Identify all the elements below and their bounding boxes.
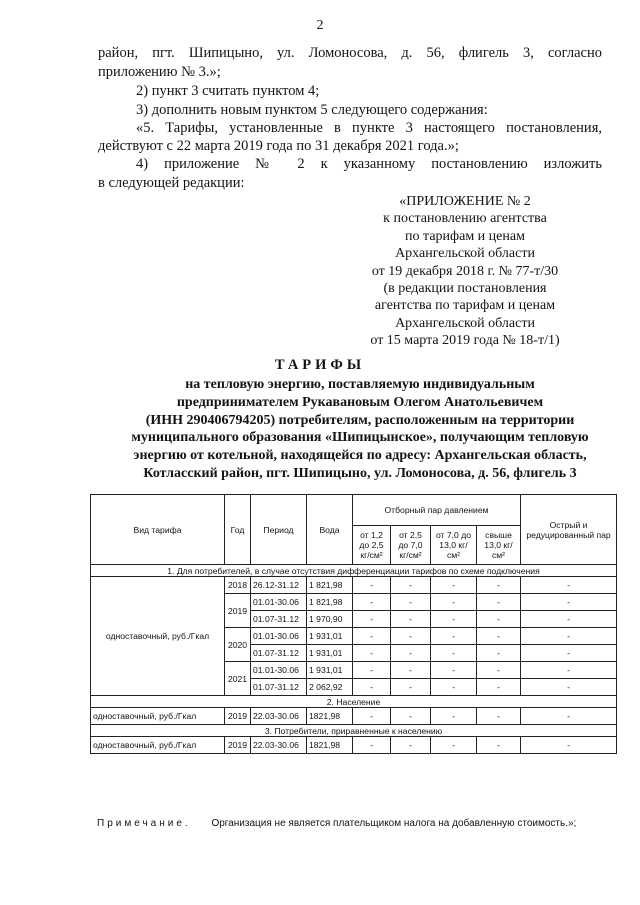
dash-cell: - bbox=[477, 577, 521, 594]
dash-cell: - bbox=[477, 737, 521, 754]
water-cell: 1 931,01 bbox=[307, 628, 353, 645]
tariff-type-cell: одноставочный, руб./Гкал bbox=[91, 708, 225, 725]
body-line-1: район, пгт. Шипицыно, ул. Ломоносова, д. 56, флигель 3, согласно bbox=[98, 45, 602, 61]
appendix-heading bbox=[330, 193, 600, 350]
dash-cell: - bbox=[431, 645, 477, 662]
dash-cell: - bbox=[431, 708, 477, 725]
table-row bbox=[91, 737, 617, 754]
dash-cell: - bbox=[521, 679, 617, 696]
dash-cell: - bbox=[353, 577, 391, 594]
header-steam-4: свыше 13,0 кг/см² bbox=[477, 526, 521, 565]
dash-cell: - bbox=[391, 645, 431, 662]
table-row bbox=[91, 577, 617, 594]
table-row bbox=[91, 708, 617, 725]
water-cell: 2 062,92 bbox=[307, 679, 353, 696]
water-cell: 1 970,90 bbox=[307, 611, 353, 628]
water-cell: 1 931,01 bbox=[307, 662, 353, 679]
footnote-text: Организация не является плательщиком налога на добавленную стоимость.»; bbox=[211, 818, 577, 829]
dash-cell: - bbox=[391, 577, 431, 594]
dash-cell: - bbox=[353, 611, 391, 628]
dash-cell: - bbox=[477, 662, 521, 679]
appendix-line: от 19 декабря 2018 г. № 77-т/30 bbox=[371, 263, 559, 279]
appendix-line: «ПРИЛОЖЕНИЕ № 2 bbox=[399, 194, 531, 209]
dash-cell: - bbox=[521, 611, 617, 628]
appendix-line: (в редакции постановления bbox=[383, 281, 547, 297]
subtitle-line: предпринимателем Рукавановым Олегом Анатольевичем bbox=[176, 394, 544, 410]
dash-cell: - bbox=[521, 628, 617, 645]
body-line-7: 4) приложение № 2 к указанному постановлению изложить bbox=[136, 156, 602, 172]
dash-cell: - bbox=[521, 708, 617, 725]
water-cell: 1 821,98 bbox=[307, 594, 353, 611]
appendix-line: Архангельской области bbox=[395, 315, 535, 331]
section-heading-3: 3. Потребители, приравненные к населению bbox=[91, 725, 617, 737]
dash-cell: - bbox=[391, 708, 431, 725]
header-steam: Отборный пар давлением bbox=[353, 495, 521, 526]
dash-cell: - bbox=[353, 645, 391, 662]
tariff-type-cell: одноставочный, руб./Гкал bbox=[91, 577, 225, 696]
document-subtitle bbox=[90, 376, 630, 483]
page-number: 2 bbox=[316, 18, 324, 33]
footnote-label: Примечание. bbox=[97, 818, 191, 829]
body-line-8: в следующей редакции: bbox=[98, 175, 245, 191]
subtitle-line: муниципального образования «Шипицынское», получающим тепловую bbox=[131, 430, 589, 446]
section-heading-1: 1. Для потребителей, в случае отсутствия дифференциации тарифов по схеме подключения bbox=[91, 565, 617, 577]
appendix-line: агентства по тарифам и ценам bbox=[374, 298, 556, 314]
dash-cell: - bbox=[477, 679, 521, 696]
water-cell: 1 931,01 bbox=[307, 645, 353, 662]
dash-cell: - bbox=[353, 708, 391, 725]
header-year: Год bbox=[225, 495, 251, 565]
dash-cell: - bbox=[431, 679, 477, 696]
dash-cell: - bbox=[353, 662, 391, 679]
subtitle-line: (ИНН 290406794205) потребителям, расположенным на территории bbox=[145, 412, 575, 428]
dash-cell: - bbox=[391, 611, 431, 628]
footnote bbox=[97, 818, 576, 829]
period-cell: 01.01-30.06 bbox=[251, 594, 307, 611]
dash-cell: - bbox=[391, 662, 431, 679]
tariff-table bbox=[90, 494, 617, 754]
dash-cell: - bbox=[391, 594, 431, 611]
dash-cell: - bbox=[391, 737, 431, 754]
period-cell: 26.12-31.12 bbox=[251, 577, 307, 594]
dash-cell: - bbox=[431, 737, 477, 754]
body-line-6: действуют с 22 марта 2019 года по 31 декабря 2021 года.»; bbox=[98, 138, 459, 154]
subtitle-line: Котласский район, пгт. Шипицыно, ул. Ломоносова, д. 56, флигель 3 bbox=[143, 465, 577, 481]
header-steam-2: от 2,5 до 7,0 кг/см² bbox=[391, 526, 431, 565]
dash-cell: - bbox=[391, 628, 431, 645]
dash-cell: - bbox=[353, 679, 391, 696]
body-line-2: приложению № 3.»; bbox=[98, 64, 221, 80]
dash-cell: - bbox=[431, 577, 477, 594]
period-cell: 01.07-31.12 bbox=[251, 645, 307, 662]
header-water: Вода bbox=[307, 495, 353, 565]
period-cell: 01.07-31.12 bbox=[251, 679, 307, 696]
document-title: ТАРИФЫ bbox=[274, 357, 366, 373]
dash-cell: - bbox=[391, 679, 431, 696]
body-line-5: «5. Тарифы, установленные в пункте 3 настоящего постановления, bbox=[136, 120, 602, 136]
dash-cell: - bbox=[431, 611, 477, 628]
header-tariff-type: Вид тарифа bbox=[91, 495, 225, 565]
year-cell: 2021 bbox=[225, 662, 251, 696]
year-cell: 2019 bbox=[225, 737, 251, 754]
year-cell: 2019 bbox=[225, 708, 251, 725]
header-sharp-steam: Острый и редуцированный пар bbox=[521, 495, 617, 565]
section-heading-2: 2. Население bbox=[91, 696, 617, 708]
year-cell: 2019 bbox=[225, 594, 251, 628]
period-cell: 01.07-31.12 bbox=[251, 611, 307, 628]
water-cell: 1821,98 bbox=[307, 737, 353, 754]
dash-cell: - bbox=[353, 594, 391, 611]
header-period: Период bbox=[251, 495, 307, 565]
appendix-line: от 15 марта 2019 года № 18-т/1) bbox=[370, 333, 560, 349]
dash-cell: - bbox=[431, 662, 477, 679]
year-cell: 2020 bbox=[225, 628, 251, 662]
subtitle-line: энергию от котельной, находящейся по адресу: Архангельская область, bbox=[133, 448, 587, 464]
dash-cell: - bbox=[353, 628, 391, 645]
appendix-line: по тарифам и ценам bbox=[405, 228, 525, 244]
water-cell: 1 821,98 bbox=[307, 577, 353, 594]
dash-cell: - bbox=[521, 645, 617, 662]
body-line-4: 3) дополнить новым пунктом 5 следующего содержания: bbox=[136, 102, 488, 118]
dash-cell: - bbox=[431, 628, 477, 645]
dash-cell: - bbox=[477, 645, 521, 662]
dash-cell: - bbox=[521, 594, 617, 611]
period-cell: 22.03-30.06 bbox=[251, 708, 307, 725]
dash-cell: - bbox=[521, 737, 617, 754]
year-cell: 2018 bbox=[225, 577, 251, 594]
dash-cell: - bbox=[477, 708, 521, 725]
dash-cell: - bbox=[477, 628, 521, 645]
header-steam-1: от 1,2 до 2,5 кг/см² bbox=[353, 526, 391, 565]
dash-cell: - bbox=[521, 662, 617, 679]
period-cell: 22.03-30.06 bbox=[251, 737, 307, 754]
body-line-3: 2) пункт 3 считать пунктом 4; bbox=[136, 83, 320, 99]
dash-cell: - bbox=[353, 737, 391, 754]
water-cell: 1821,98 bbox=[307, 708, 353, 725]
period-cell: 01.01-30.06 bbox=[251, 662, 307, 679]
dash-cell: - bbox=[477, 594, 521, 611]
dash-cell: - bbox=[521, 577, 617, 594]
appendix-line: Архангельской области bbox=[395, 246, 535, 262]
dash-cell: - bbox=[477, 611, 521, 628]
header-steam-3: от 7,0 до 13,0 кг/см² bbox=[431, 526, 477, 565]
period-cell: 01.01-30.06 bbox=[251, 628, 307, 645]
dash-cell: - bbox=[431, 594, 477, 611]
tariff-type-cell: одноставочный, руб./Гкал bbox=[91, 737, 225, 754]
appendix-line: к постановлению агентства bbox=[383, 211, 547, 227]
subtitle-line: на тепловую энергию, поставляемую индивидуальным bbox=[185, 377, 535, 392]
